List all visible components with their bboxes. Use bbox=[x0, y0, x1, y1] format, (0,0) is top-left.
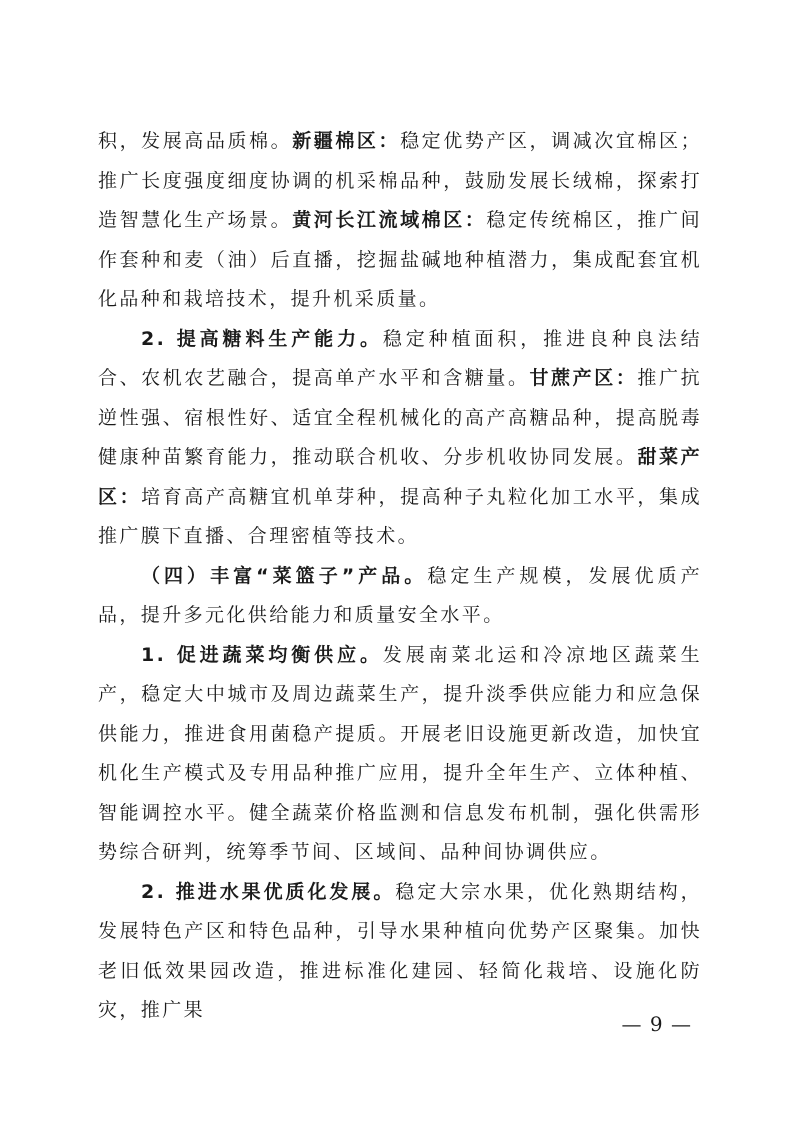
heading-vegetable-supply: 1. 促进蔬菜均衡供应。 bbox=[141, 643, 383, 666]
text-run: 推广抗逆性强、宿根性好、适宜全程机械化的高产高糖品种，提高脱毒健康种苗繁育能力，推动联合机收、分步机收协同发展。 bbox=[98, 367, 702, 468]
heading-sugar-capacity: 2. 提高糖料生产能力。 bbox=[141, 327, 383, 350]
text-run: 稳定生产规模，发展优质产品，提升多元化供给能力和质量安全水平。 bbox=[98, 564, 702, 626]
paragraph-vegetable-basket bbox=[98, 557, 702, 636]
text-run: 积，发展高品质棉。 bbox=[98, 130, 293, 152]
paragraph-cotton-regions bbox=[98, 122, 702, 320]
paragraph-sugar-crops bbox=[98, 320, 702, 557]
text-run: 稳定优势产区，调减次宜棉区；推广长度强度细度协调的机采棉品种，鼓励发展长绒棉，探索打造智慧化生产场景。 bbox=[98, 130, 702, 231]
page-number: — 9 — bbox=[621, 1012, 692, 1036]
text-run: 培育高产高糖宜机单芽种，提高种子丸粒化加工水平，集成推广膜下直播、合理密植等技术。 bbox=[98, 485, 702, 547]
paragraph-vegetable-supply bbox=[98, 636, 702, 873]
body-text bbox=[98, 122, 702, 1031]
text-run: 稳定种植面积，推进良种良法结合、农机农艺融合，提高单产水平和含糖量。 bbox=[98, 327, 702, 389]
heading-vegetable-basket: （四）丰富“菜篮子”产品。 bbox=[141, 564, 428, 587]
heading-sugar-beet-region: 甜菜产区： bbox=[98, 446, 702, 508]
heading-fruit-quality: 2. 推进水果优质化发展。 bbox=[141, 880, 396, 903]
heading-sugarcane-region: 甘蔗产区： bbox=[529, 367, 638, 389]
text-run: 稳定大宗水果，优化熟期结构，发展特色产区和特色品种，引导水果种植向优势产区聚集。加快老旧低效果园改造，推进标准化建园、轻简化栽培、设施化防灾，推广果 bbox=[98, 880, 702, 1021]
heading-yellow-yangtze-cotton-region: 黄河长江流域棉区： bbox=[292, 209, 487, 231]
text-run: 稳定传统棉区，推广间作套种和麦（油）后直播，挖掘盐碱地种植潜力，集成配套宜机化品种和栽培技术，提升机采质量。 bbox=[98, 209, 702, 310]
paragraph-fruit-quality bbox=[98, 873, 702, 1031]
text-run: 发展南菜北运和冷凉地区蔬菜生产，稳定大中城市及周边蔬菜生产，提升淡季供应能力和应急保供能力，推进食用菌稳产提质。开展老旧设施更新改造，加快宜机化生产模式及专用品种推广应用，提升全年生产、立体种植、智能调控水平。健全蔬菜价格监测和信息发布机制，强化供需形势综合研判，统筹季节间、区域间、品种间协调供应。 bbox=[98, 643, 702, 863]
heading-xinjiang-cotton-region: 新疆棉区： bbox=[292, 130, 401, 152]
